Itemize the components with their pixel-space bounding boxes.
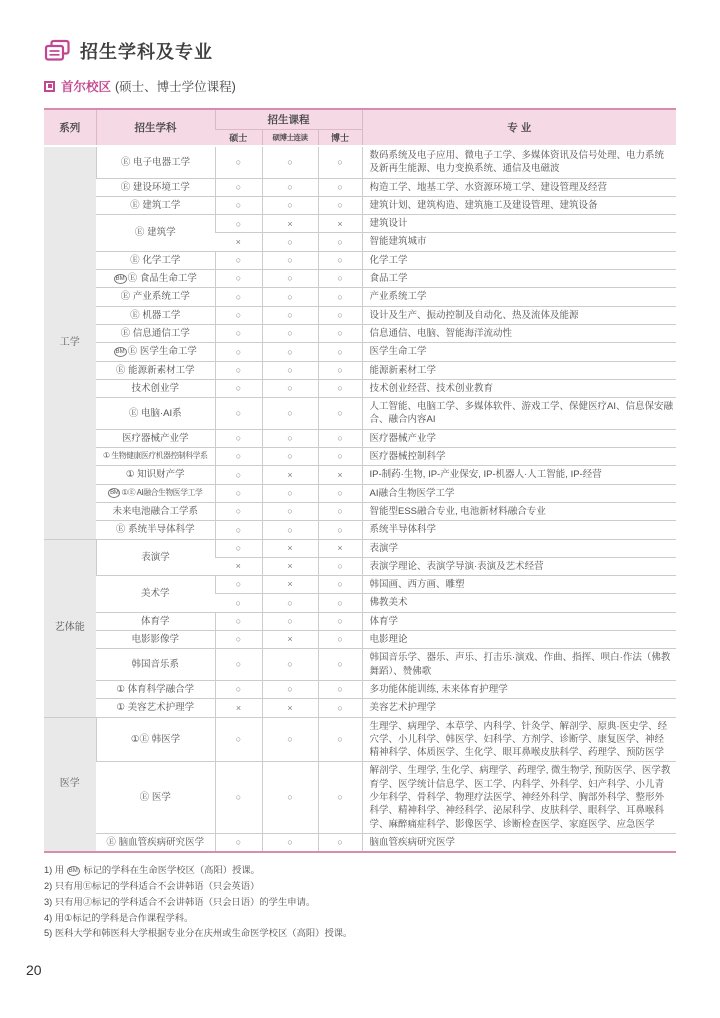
course-mark-cell: ○ [215,717,262,762]
subject-cell: Ⓔ 建设环境工学 [96,178,215,196]
table-row [44,699,676,717]
course-mark-cell: ○ [215,612,262,630]
course-mark-cell: ○ [318,429,362,447]
subject-cell: 美术学 [96,576,215,613]
course-mark-cell: ○ [215,178,262,196]
subject-cell: ①Ⓔ 韩医学 [96,717,215,762]
course-mark-cell: ○ [215,306,262,324]
table-row [44,270,676,288]
table-header-cell: 招生课程 [215,109,362,130]
course-mark-cell: ○ [318,233,362,251]
major-cell: 医疗器械控制科学 [362,448,676,466]
table-header-cell: 招生学科 [96,109,215,146]
major-cell: 技术创业经营、技术创业教育 [362,379,676,397]
course-mark-cell: ○ [215,448,262,466]
biomed-campus-marker-icon: BM [115,349,125,356]
major-cell: 电影理论 [362,631,676,649]
major-cell: 韩国音乐学、器乐、声乐、打击乐·演戏、作曲、指挥、呗白·作法（佛教舞蹈）、赞佛歌 [362,649,676,681]
major-cell: 佛教美术 [362,594,676,612]
course-mark-cell: ○ [262,762,318,833]
course-mark-cell: ○ [215,539,262,557]
subject-cell: 韩国音乐系 [96,649,215,681]
table-row [44,215,676,233]
course-mark-cell: ○ [262,233,318,251]
subject-cell: ① 美容艺术护理学 [96,699,215,717]
page-title: 招生学科及专业 [80,42,213,62]
major-cell: 信息通信、电脑、智能海洋流动性 [362,324,676,342]
subject-cell: Ⓔ 产业系统工学 [96,288,215,306]
table-row [44,833,676,852]
biomed-campus-marker-icon: BM [68,868,78,875]
course-mark-cell: × [262,539,318,557]
course-mark-cell: ○ [262,680,318,698]
subject-cell: 体育学 [96,612,215,630]
table-row [44,429,676,447]
subject-cell: ① 体育科学融合学 [96,680,215,698]
table-row [44,717,676,762]
table-header-cell: 硕博士连读 [262,130,318,147]
footnote: 1) 用 BM 标记的学科在生命医学校区（高阳）授课。 [44,865,260,876]
major-cell: 人工智能、电脑工学、多媒体软件、游戏工学、保健医疗AI、信息保安融合、融合内容AI [362,398,676,430]
course-mark-cell: ○ [318,521,362,539]
major-cell: 产业系统工学 [362,288,676,306]
course-mark-cell: ○ [262,429,318,447]
course-mark-cell: ○ [318,379,362,397]
major-cell: 化学工学 [362,251,676,269]
course-mark-cell: × [262,576,318,594]
course-mark-cell: ○ [215,251,262,269]
table-row [44,539,676,557]
biomed-campus-marker-icon: BM [110,489,119,496]
subject-cell: Ⓔ 机器工学 [96,306,215,324]
course-mark-cell: ○ [318,146,362,178]
course-mark-cell: ○ [262,251,318,269]
course-mark-cell: × [318,539,362,557]
course-mark-cell: × [215,233,262,251]
course-mark-cell: ○ [215,502,262,520]
course-mark-cell: ○ [262,594,318,612]
page-number: 20 [26,962,42,978]
major-cell: 表演学理论、表演学导演·表演及艺术经营 [362,557,676,575]
course-mark-cell: ○ [318,699,362,717]
subject-cell: Ⓔ 建筑工学 [96,196,215,214]
course-mark-cell: ○ [262,649,318,681]
course-mark-cell: ○ [215,343,262,361]
table-header-cell: 博士 [318,130,362,147]
course-mark-cell: ○ [318,557,362,575]
course-mark-cell: ○ [215,361,262,379]
course-mark-cell: × [262,557,318,575]
course-mark-cell: ○ [215,146,262,178]
course-mark-cell: ○ [262,521,318,539]
biomed-campus-marker-icon: BM [115,276,125,283]
subject-cell: 表演学 [96,539,215,576]
table-row [44,649,676,681]
course-mark-cell: ○ [318,343,362,361]
table-row [44,466,676,484]
subject-cell: Ⓔ 医学 [96,762,215,833]
major-cell: 生理学、病理学、本草学、内科学、针灸学、解剖学、原典·医史学、经穴学、小儿科学、韩医学、妇科学、方剂学、诊断学、康复医学、神经精神科学、体质医学、生化学、眼耳鼻喉皮肤科学、药理学、预防医学 [362,717,676,762]
course-mark-cell: ○ [215,833,262,852]
major-cell: AI融合生物医学工学 [362,484,676,502]
course-mark-cell: ○ [215,680,262,698]
course-mark-cell: ○ [318,361,362,379]
course-mark-cell: ○ [215,521,262,539]
course-mark-cell: ○ [262,484,318,502]
table-row [44,178,676,196]
admissions-table [44,108,676,853]
subject-cell: Ⓔ 脑血管疾病研究医学 [96,833,215,852]
subject-cell: 电影影像学 [96,631,215,649]
major-cell: 智能建筑城市 [362,233,676,251]
table-row [44,343,676,361]
course-mark-cell: ○ [318,502,362,520]
table-row [44,196,676,214]
documents-icon [44,39,71,63]
table-row [44,306,676,324]
course-mark-cell: ○ [262,146,318,178]
subject-cell: BM Ⓔ 医学生命工学 [96,343,215,361]
subject-cell: Ⓔ 电脑·AI系 [96,398,215,430]
course-mark-cell: ○ [318,612,362,630]
course-mark-cell: ○ [318,178,362,196]
course-mark-cell: ○ [215,484,262,502]
table-row [44,521,676,539]
course-mark-cell: ○ [215,379,262,397]
campus-heading [44,77,676,95]
course-mark-cell: ○ [318,288,362,306]
footnotes [44,863,676,942]
course-mark-cell: × [318,215,362,233]
table-row [44,502,676,520]
major-cell: 能源新素材工学 [362,361,676,379]
table-header-cell: 系列 [44,109,96,146]
course-mark-cell: ○ [318,576,362,594]
course-mark-cell: ○ [215,429,262,447]
major-cell: 体育学 [362,612,676,630]
table-row [44,251,676,269]
major-cell: 系统半导体科学 [362,521,676,539]
major-cell: 解剖学、生理学, 生化学、病理学、药理学, 微生物学, 预防医学、医学教育学、医学统计信息学、医工学、内科学、外科学、妇产科学、小儿青少年科学、骨科学、物理疗法医学、神经外科学、胸部外科学、整形外科学、精神科学、神经科学、泌尿科学、皮肤科学、眼科学、耳鼻喉科学、麻醉痛症科学、影像医学、诊断检查医学、家庭医学、应急医学 [362,762,676,833]
course-mark-cell: ○ [262,398,318,430]
major-cell: 建筑设计 [362,215,676,233]
table-row [44,398,676,430]
course-mark-cell: ○ [318,270,362,288]
course-mark-cell: ○ [215,215,262,233]
course-mark-cell: ○ [318,398,362,430]
footnote: 3) 只有用Ⓙ标记的学科适合不会讲韩语（只会日语）的学生申请。 [44,896,316,907]
subject-cell: Ⓔ 电子电器工学 [96,146,215,178]
subject-cell: Ⓔ 建筑学 [96,215,215,252]
course-mark-cell: ○ [215,466,262,484]
major-cell: 表演学 [362,539,676,557]
campus-name: 首尔校区 [61,80,112,94]
footnote: 2) 只有用Ⓔ标记的学科适合不会讲韩语（只会英语） [44,880,260,891]
table-row [44,288,676,306]
table-row [44,379,676,397]
course-mark-cell: ○ [215,398,262,430]
page-header [44,38,676,64]
table-row [44,576,676,594]
table-row [44,361,676,379]
course-mark-cell: ○ [262,612,318,630]
major-cell: 美容艺术护理学 [362,699,676,717]
subject-cell: 未来电池融合工学系 [96,502,215,520]
course-mark-cell: ○ [262,306,318,324]
course-mark-cell: ○ [262,717,318,762]
table-row [44,762,676,833]
course-mark-cell: ○ [262,361,318,379]
subject-cell: ① 生物健康医疗机器控制科学系 [96,448,215,466]
major-cell: 多功能体能训练, 未来体育护理学 [362,680,676,698]
course-mark-cell: ○ [318,631,362,649]
course-mark-cell: × [215,699,262,717]
campus-note: (硕士、博士学位课程) [115,80,236,94]
course-mark-cell: ○ [318,324,362,342]
major-cell: 医学生命工学 [362,343,676,361]
course-mark-cell: ○ [215,762,262,833]
subject-cell: Ⓔ 化学工学 [96,251,215,269]
course-mark-cell: ○ [318,448,362,466]
subject-cell: BM ①Ⓔ AI融合生物医学工学 [96,484,215,502]
table-row [44,448,676,466]
course-mark-cell: ○ [318,833,362,852]
table-header-cell: 硕士 [215,130,262,147]
footnote: 4) 用①标记的学科是合作课程学科。 [44,912,194,923]
course-mark-cell: ○ [318,594,362,612]
course-mark-cell: ○ [318,306,362,324]
major-cell: 构造工学、地基工学、水资源环境工学、建设管理及经营 [362,178,676,196]
course-mark-cell: ○ [262,502,318,520]
course-mark-cell: ○ [215,631,262,649]
course-mark-cell: ○ [318,717,362,762]
subject-cell: Ⓔ 能源新素材工学 [96,361,215,379]
table-header-cell: 专 业 [362,109,676,146]
course-mark-cell: ○ [262,288,318,306]
course-mark-cell: ○ [215,594,262,612]
course-mark-cell: ○ [215,649,262,681]
course-mark-cell: × [318,466,362,484]
table-row [44,631,676,649]
series-cell: 工学 [44,146,96,539]
course-mark-cell: ○ [215,324,262,342]
course-mark-cell: ○ [318,762,362,833]
series-cell: 医学 [44,717,96,852]
admissions-table-head [44,109,676,146]
major-cell: 数码系统及电子应用、微电子工学、多媒体资讯及信号处理、电力系统及新再生能源、电力变换系统、通信及电磁波 [362,146,676,178]
subject-cell: ① 知识财产学 [96,466,215,484]
course-mark-cell: ○ [262,833,318,852]
course-mark-cell: ○ [215,270,262,288]
course-mark-cell: ○ [318,251,362,269]
course-mark-cell: ○ [318,680,362,698]
subject-cell: Ⓔ 信息通信工学 [96,324,215,342]
course-mark-cell: ○ [262,270,318,288]
series-cell: 艺体能 [44,539,96,717]
page-content [44,38,676,942]
footnote: 5) 医科大学和韩医科大学根据专业分在庆州或生命医学校区（高阳）授课。 [44,928,353,939]
major-cell: 韩国画、西方画、雕塑 [362,576,676,594]
major-cell: 医疗器械产业学 [362,429,676,447]
major-cell: 脑血管疾病研究医学 [362,833,676,852]
course-mark-cell: ○ [215,288,262,306]
table-row [44,484,676,502]
course-mark-cell: × [262,631,318,649]
course-mark-cell: ○ [262,448,318,466]
course-mark-cell: × [215,557,262,575]
table-row [44,680,676,698]
course-mark-cell: ○ [262,178,318,196]
subject-cell: BM Ⓔ 食品生命工学 [96,270,215,288]
course-mark-cell: ○ [318,196,362,214]
major-cell: 智能型ESS融合专业, 电池新材料融合专业 [362,502,676,520]
course-mark-cell: ○ [215,196,262,214]
subject-cell: 技术创业学 [96,379,215,397]
course-mark-cell: ○ [318,649,362,681]
course-mark-cell: ○ [262,343,318,361]
course-mark-cell: ○ [318,484,362,502]
course-mark-cell: × [262,466,318,484]
major-cell: 建筑计划、建筑构造、建筑施工及建设管理、建筑设备 [362,196,676,214]
course-mark-cell: ○ [262,379,318,397]
table-row [44,612,676,630]
course-mark-cell: × [262,699,318,717]
course-mark-cell: ○ [262,324,318,342]
major-cell: IP-制药·生物, IP-产业保安, IP-机器人·人工智能, IP-经营 [362,466,676,484]
subject-cell: 医疗器械产业学 [96,429,215,447]
course-mark-cell: ○ [215,576,262,594]
table-row [44,146,676,178]
course-mark-cell: ○ [262,196,318,214]
major-cell: 设计及生产、振动控制及自动化、热及流体及能源 [362,306,676,324]
major-cell: 食品工学 [362,270,676,288]
admissions-table-body [44,146,676,852]
square-bullet-icon [44,81,55,92]
course-mark-cell: × [262,215,318,233]
table-row [44,324,676,342]
subject-cell: Ⓔ 系统半导体科学 [96,521,215,539]
